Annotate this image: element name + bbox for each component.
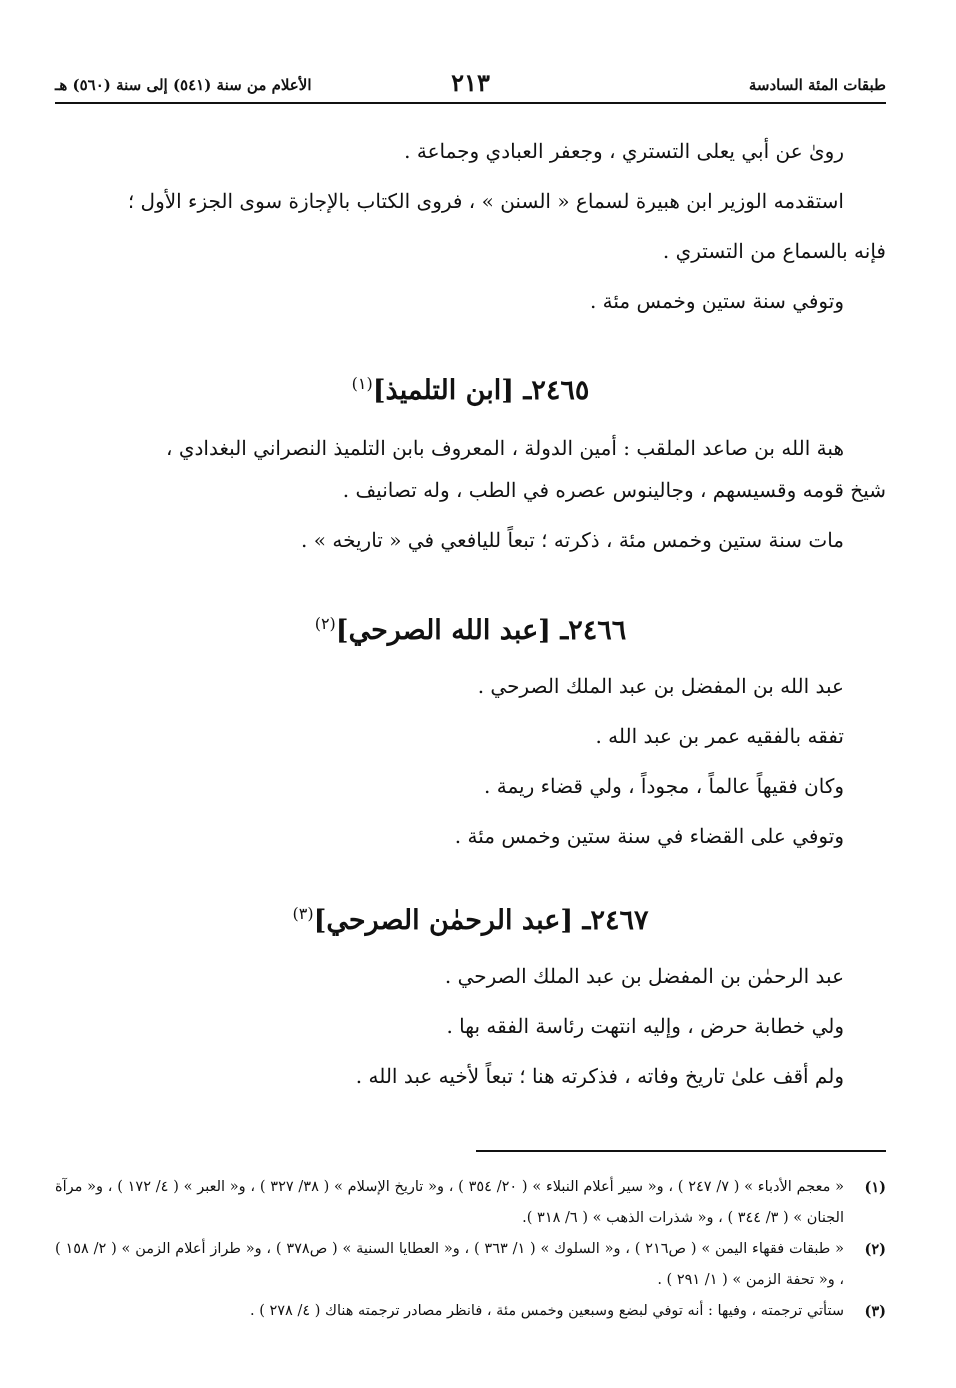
page-number: ٢١٣ (451, 68, 490, 97)
footnote (55, 1296, 886, 1327)
intro-line-4: وتوفي سنة ستین وخمس مئة . (589, 289, 844, 313)
entry-2465 (55, 356, 886, 565)
entry-line: عبد الرحمٰن بن المفضل بن عبد الملك الصرحي . (444, 964, 844, 988)
footnote-ref: (٣) (292, 904, 314, 923)
footnote-text: « طبقات فقهاء الیمن » ( ص٢١٦ ) ، و« السلوك » ( ١/ ٣٦٣ ) ، و« العطایا السنیة » ( ص٣٧٨ ) ، و« طراز أعلام الزمن » ( ٢/ ١٥٨ ) ، و« تحفة الزمن » ( ١/ ٢٩١ ) . (55, 1241, 844, 1288)
header-right-title: طبقات المئة السادسة (748, 76, 886, 94)
footnote-ref: (٢) (314, 614, 336, 633)
footnote-text: « معجم الأدباء » ( ٧/ ٢٤٧ ) ، و« سیر أعلام النبلاء » ( ٢٠/ ٣٥٤ ) ، و« تاریخ الإسلام » ( ٣٨/ ٣٢٧ ) ، و« العبر » ( ٤/ ١٧٢ ) ، و« مرآة الجنان » ( ٣/ ٣٤٤ ) ، و« شذرات الذهب » ( ٦/ ٣١٨ ). (55, 1179, 844, 1226)
footnote-divider (476, 1150, 886, 1152)
entry-heading (55, 596, 886, 659)
entry-heading (55, 356, 886, 419)
footnote-text: ستأتي ترجمته ، وفیها : أنه توفي لبضع وسبعین وخمس مئة ، فانظر مصادر ترجمته هناك ( ٤/ ٢٧٨ ) . (250, 1303, 844, 1319)
running-header (55, 70, 886, 100)
entry-line: ولي خطابة حرض ، وإلیه انتهت رئاسة الفقه بها . (446, 1014, 844, 1038)
header-left-title: الأعلام من سنة (٥٤١) إلى سنة (٥٦٠) هـ (55, 76, 312, 94)
entry-line: تفقه بالفقیه عمر بن عبد الله . (595, 724, 844, 748)
footnote-ref: (١) (351, 374, 373, 393)
entry-line: مات سنة ستین وخمس مئة ، ذکرته ؛ تبعاً للیافعي في « تاریخه » . (301, 528, 844, 552)
intro-line-3: فإنه بالسماع من التستري . (662, 239, 886, 263)
intro-line-2: استقدمه الوزیر ابن هبیرة لسماع « السنن » ، فروی الکتاب بالإجازة سوی الجزء الأول ؛ (127, 189, 844, 213)
intro-block (55, 126, 886, 326)
entry-heading-text: ٢٤٦٧ـ [عبد الرحمٰن الصرحي] (313, 905, 649, 936)
entry-heading-text: ٢٤٦٦ـ [عبد الله الصرحي] (335, 615, 627, 646)
entry-line: ولم أقف علیٰ تاریخ وفاته ، فذکرته هنا ؛ تبعاً لأخیه عبد الله . (355, 1064, 844, 1088)
footnote (55, 1172, 886, 1234)
intro-line-1: رویٰ عن أبي یعلی التستري ، وجعفر العبادي وجماعة . (404, 139, 844, 163)
footnote-number: (٣) (864, 1303, 886, 1320)
footnotes (55, 1172, 886, 1327)
footnote (55, 1234, 886, 1296)
entry-line: شیخ قومه وقسیسهم ، وجالینوس عصره في الطب ، وله تصانیف . (342, 478, 886, 502)
entry-2466 (55, 596, 886, 861)
entry-2467 (55, 886, 886, 1101)
entry-line: وتوفي علی القضاء في سنة ستین وخمس مئة . (454, 824, 844, 848)
header-divider (55, 102, 886, 104)
footnote-number: (١) (864, 1179, 886, 1196)
entry-heading (55, 886, 886, 949)
footnote-number: (٢) (864, 1241, 886, 1258)
entry-line: وکان فقیهاً عالماً ، مجوداً ، ولي قضاء ریمة . (484, 774, 844, 798)
entry-line: عبد الله بن المفضل بن عبد الملك الصرحي . (477, 674, 844, 698)
entry-heading-text: ٢٤٦٥ـ [ابن التلمیذ] (372, 375, 590, 406)
entry-line: هبة الله بن صاعد الملقب : أمین الدولة ، المعروف بابن التلمیذ النصراني البغدادي ، (166, 436, 844, 460)
